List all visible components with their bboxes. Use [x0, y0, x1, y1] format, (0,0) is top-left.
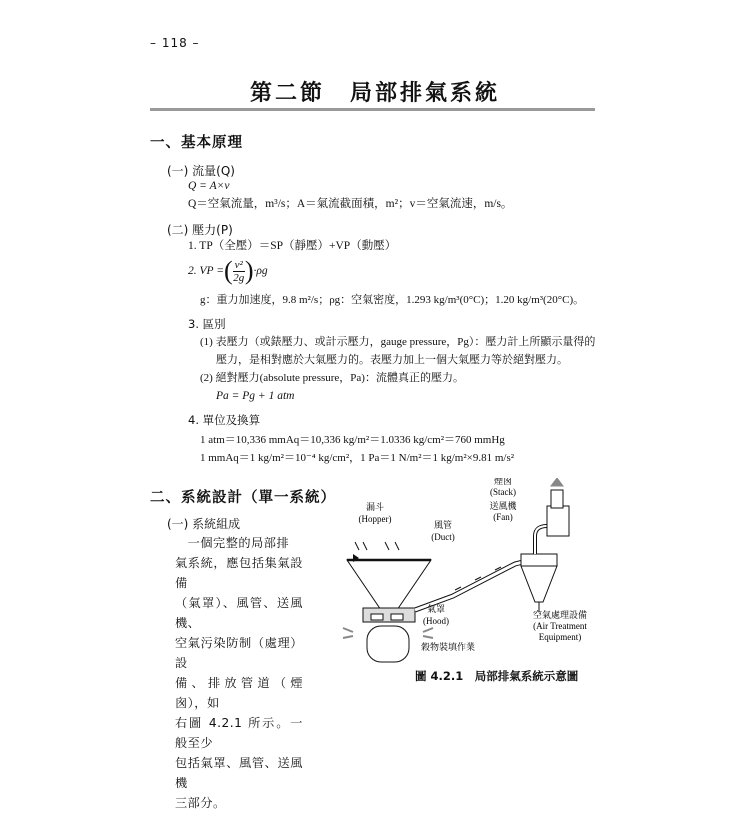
subheading-flow: (一) 流量(Q) — [167, 164, 235, 178]
paragraph-line: （氣罩）、風管、送風機、 — [175, 596, 303, 630]
fan-shape — [547, 506, 569, 536]
paragraph-line: 右圖 4.2.1 所示。一般至少 — [175, 716, 303, 750]
pressure-item-2-note: g：重力加速度，9.8 m²/s；ρg：空氣密度，1.293 kg/m³(0°C)；1.20 kg/m³(20°C)。 — [200, 294, 585, 306]
hopper-label-en: (Hopper) — [358, 514, 392, 524]
duct-label-en: (Duct) — [431, 532, 455, 542]
treatment-label-zh: 空氣處理設備 — [532, 611, 588, 621]
treatment-label-en-2: Equipment) — [538, 632, 582, 642]
chapter-title: 第二節 局部排氣系統 — [249, 81, 500, 106]
figure-caption: 圖 4.2.1 局部排氣系統示意圖 — [415, 669, 579, 683]
flow-formula: Q = A×v — [188, 180, 230, 192]
air-treatment-body — [521, 554, 557, 566]
duct-flow-arrows — [455, 567, 501, 590]
right-paren: ) — [244, 256, 254, 285]
page-number: – 118 – — [150, 36, 200, 50]
pressure-item-1: 1. TP（全壓）＝SP（靜壓）+VP（動壓） — [188, 240, 397, 252]
fan-label-zh: 送風機 — [489, 502, 517, 512]
duct-label-zh: 風管 — [433, 521, 453, 531]
local-exhaust-system-diagram — [335, 478, 605, 664]
gauge-pressure-line-1: (1) 表壓力（或錶壓力、或計示壓力，gauge pressure，Pg）：壓力計上所顯示量得的 — [200, 336, 596, 348]
stack-exhaust-arrow — [551, 478, 563, 486]
unit-conversion-line-1: 1 atm＝10,336 mmAq＝10,336 kg/m²＝1.0336 kg/cm²＝760 mmHg — [200, 434, 505, 446]
paragraph-line: 一個完整的局部排 — [175, 536, 290, 550]
left-paren: ( — [223, 256, 233, 285]
grain-bin-shape — [367, 626, 409, 662]
hood-label-en: (Hood) — [423, 616, 449, 626]
absolute-pressure-line: (2) 絕對壓力(absolute pressure，Pa)：流體真正的壓力。 — [200, 372, 464, 384]
pressure-item-3: 3. 區別 — [188, 317, 226, 331]
flow-definition: Q＝空氣流量，m³/s；A＝氣流截面積，m²；v＝空氣流速，m/s。 — [188, 198, 513, 210]
fraction-denominator: 2g — [233, 271, 245, 284]
system-description-paragraph — [175, 533, 303, 813]
fan-label-en: (Fan) — [493, 512, 513, 522]
pressure-item-4: 4. 單位及換算 — [188, 413, 261, 427]
air-treatment-cone — [521, 566, 557, 602]
section-heading-basic-principles: 一、基本原理 — [150, 135, 243, 151]
stack-shape — [551, 490, 563, 508]
hopper-label-zh: 漏斗 — [365, 503, 385, 513]
paragraph-line: 三部分。 — [175, 796, 226, 810]
section-heading-system-design: 二、系統設計（單一系統） — [150, 490, 336, 506]
stack-label-en: (Stack) — [490, 487, 516, 497]
paragraph-line: 氣系統，應包括集氣設備 — [175, 556, 303, 590]
hopper-shape — [347, 560, 431, 610]
paragraph-line: 空氣污染防制（處理）設 — [175, 636, 303, 670]
vp-formula-prefix: 2. VP = — [188, 265, 224, 277]
paragraph-line: 包括氣罩、風管、送風機 — [175, 756, 303, 790]
paragraph-line: 備、排放管道（煙囪），如 — [175, 676, 303, 710]
hood-label-zh: 氣罩 — [427, 605, 446, 615]
gauge-pressure-line-2: 壓力，是相對應於大氣壓力的。表壓力加上一個大氣壓力等於絕對壓力。 — [216, 353, 568, 366]
unit-conversion-line-2: 1 mmAq＝1 kg/m²＝10⁻⁴ kg/cm²，1 Pa＝1 N/m²＝1 kg/m²×9.81 m/s² — [200, 452, 515, 464]
fraction-numerator: v² — [234, 258, 243, 271]
vp-fraction — [233, 259, 245, 284]
operation-label: 穀物裝填作業 — [421, 643, 476, 653]
absolute-pressure-formula: Pa = Pg + 1 atm — [216, 390, 295, 402]
subheading-system-components: (一) 系統組成 — [167, 517, 241, 531]
vp-formula-suffix: ·ρg — [253, 265, 268, 277]
title-divider — [150, 108, 595, 111]
treatment-label-en-1: (Air Treatment — [533, 621, 587, 631]
subheading-pressure: (二) 壓力(P) — [167, 223, 233, 237]
pressure-item-2 — [188, 256, 268, 286]
stack-label-zh: 煙囪 — [493, 478, 513, 487]
loading-arrow — [355, 542, 399, 550]
